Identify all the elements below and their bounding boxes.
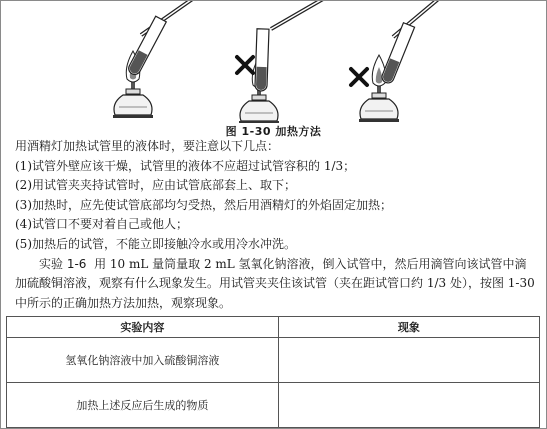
experiment-text: 用 10 mL 量筒量取 2 mL 氢氧化钠溶液，倒入试管中，然后用滴管向该试管中滴加硫酸铜溶液，观察有什么现象发生。用试管夹夹住该试管（夹在距试管口约 1/3 处），按图 1-30 中所示的正确加热方法加热，观察现象。 bbox=[15, 256, 535, 310]
precautions-intro: 用酒精灯加热试管里的液体时，要注意以下几点： bbox=[15, 139, 280, 153]
wrong-heating-illustration-2 bbox=[351, 1, 510, 122]
correct-heating-illustration bbox=[113, 1, 266, 118]
precaution-item: (2)用试管夹夹持试管时，应由试管底部套上、取下； bbox=[15, 178, 297, 193]
table-row bbox=[7, 338, 540, 383]
experiment-result-table bbox=[6, 316, 540, 428]
body-text bbox=[15, 137, 537, 313]
precaution-item: (4)试管口不要对着自己或他人； bbox=[15, 217, 188, 232]
precaution-item: (3)加热时，应先使试管底部均匀受热，然后用酒精灯的外焰固定加热； bbox=[15, 197, 393, 212]
figure-caption: 图 1-30 加热方法 bbox=[225, 125, 322, 138]
experiment-label: 实验 1-6 bbox=[39, 256, 87, 271]
cross-mark-icon bbox=[237, 57, 253, 73]
experiment-paragraph bbox=[15, 255, 537, 314]
header-phenomenon: 现象 bbox=[278, 317, 539, 338]
cell-phenomenon[interactable] bbox=[278, 338, 539, 383]
cross-mark-icon bbox=[351, 69, 367, 85]
cell-experiment-content: 加热上述反应后生成的物质 bbox=[7, 383, 279, 428]
heating-methods-figure bbox=[1, 1, 546, 123]
precaution-item: (5)加热后的试管，不能立即接触冷水或用冷水冲洗。 bbox=[15, 236, 297, 251]
cell-phenomenon[interactable] bbox=[278, 383, 539, 428]
table-header-row bbox=[7, 317, 540, 338]
table-row bbox=[7, 383, 540, 428]
cell-experiment-content: 氢氧化钠溶液中加入硫酸铜溶液 bbox=[7, 338, 279, 383]
header-experiment-content: 实验内容 bbox=[7, 317, 279, 338]
precaution-item: (1)试管外壁应该干燥，试管里的液体不应超过试管容积的 1/3； bbox=[15, 158, 356, 173]
